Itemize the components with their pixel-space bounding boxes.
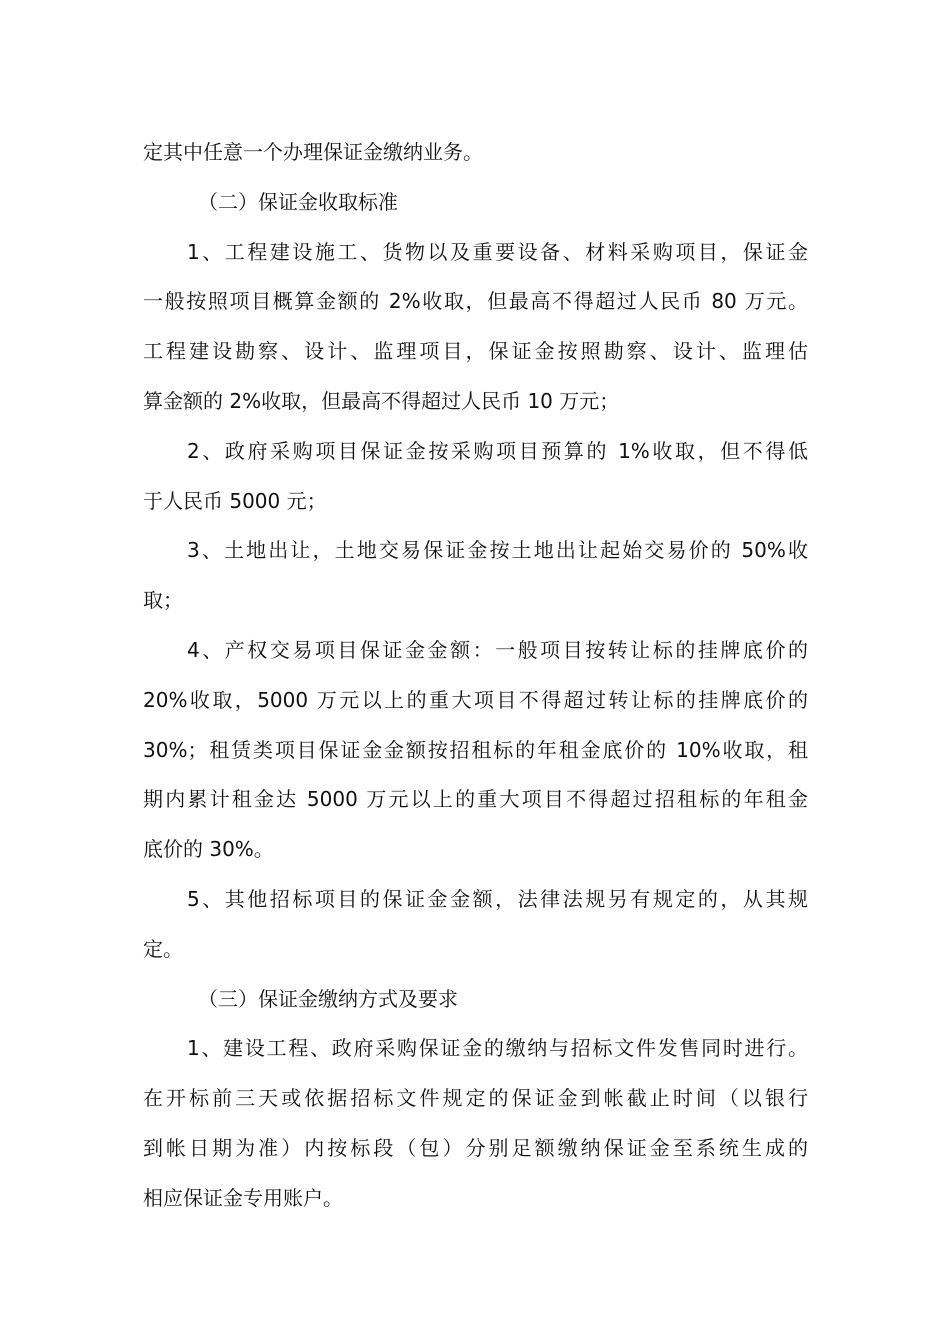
section-heading-2: （二）保证金收取标准 <box>198 189 398 214</box>
paragraph-line: 期内累计租金达 5000 万元以上的重大项目不得超过招租标的年租金 <box>143 787 808 812</box>
paragraph-line: 3、土地出让，土地交易保证金按土地出让起始交易价的 50%收 <box>187 538 808 563</box>
paragraph-line: 定。 <box>143 936 183 961</box>
paragraph-line: 1、建设工程、政府采购保证金的缴纳与招标文件发售同时进行。 <box>187 1036 808 1061</box>
paragraph-line: 算金额的 2%收取，但最高不得超过人民币 10 万元； <box>143 388 620 413</box>
paragraph-line: 4、产权交易项目保证金金额：一般项目按转让标的挂牌底价的 <box>187 637 808 662</box>
paragraph-line: 取； <box>143 588 183 613</box>
document-body <box>143 128 808 1224</box>
paragraph-line: 于人民币 5000 元； <box>143 488 327 513</box>
paragraph-line: 20%收取，5000 万元以上的重大项目不得超过转让标的挂牌底价的 <box>143 687 808 712</box>
paragraph-line: 1、工程建设施工、货物以及重要设备、材料采购项目，保证金 <box>187 239 808 264</box>
paragraph-line: 定其中任意一个办理保证金缴纳业务。 <box>143 140 483 164</box>
paragraph-line: 到帐日期为准）内按标段（包）分别足额缴纳保证金至系统生成的 <box>143 1135 808 1160</box>
section-heading-3: （三）保证金缴纳方式及要求 <box>198 986 458 1011</box>
paragraph-line: 在开标前三天或依据招标文件规定的保证金到帐截止时间（以银行 <box>143 1086 808 1111</box>
paragraph-line: 底价的 30%。 <box>143 837 274 862</box>
paragraph-line: 一般按照项目概算金额的 2%收取，但最高不得超过人民币 80 万元。 <box>143 289 808 314</box>
paragraph-line: 30%；租赁类项目保证金金额按招租标的年租金底价的 10%收取，租 <box>143 737 808 762</box>
paragraph-line: 5、其他招标项目的保证金金额，法律法规另有规定的，从其规 <box>187 886 808 911</box>
paragraph-line: 相应保证金专用账户。 <box>143 1185 343 1210</box>
paragraph-line: 工程建设勘察、设计、监理项目，保证金按照勘察、设计、监理估 <box>143 339 808 364</box>
paragraph-line: 2、政府采购项目保证金按采购项目预算的 1%收取，但不得低 <box>187 438 808 463</box>
